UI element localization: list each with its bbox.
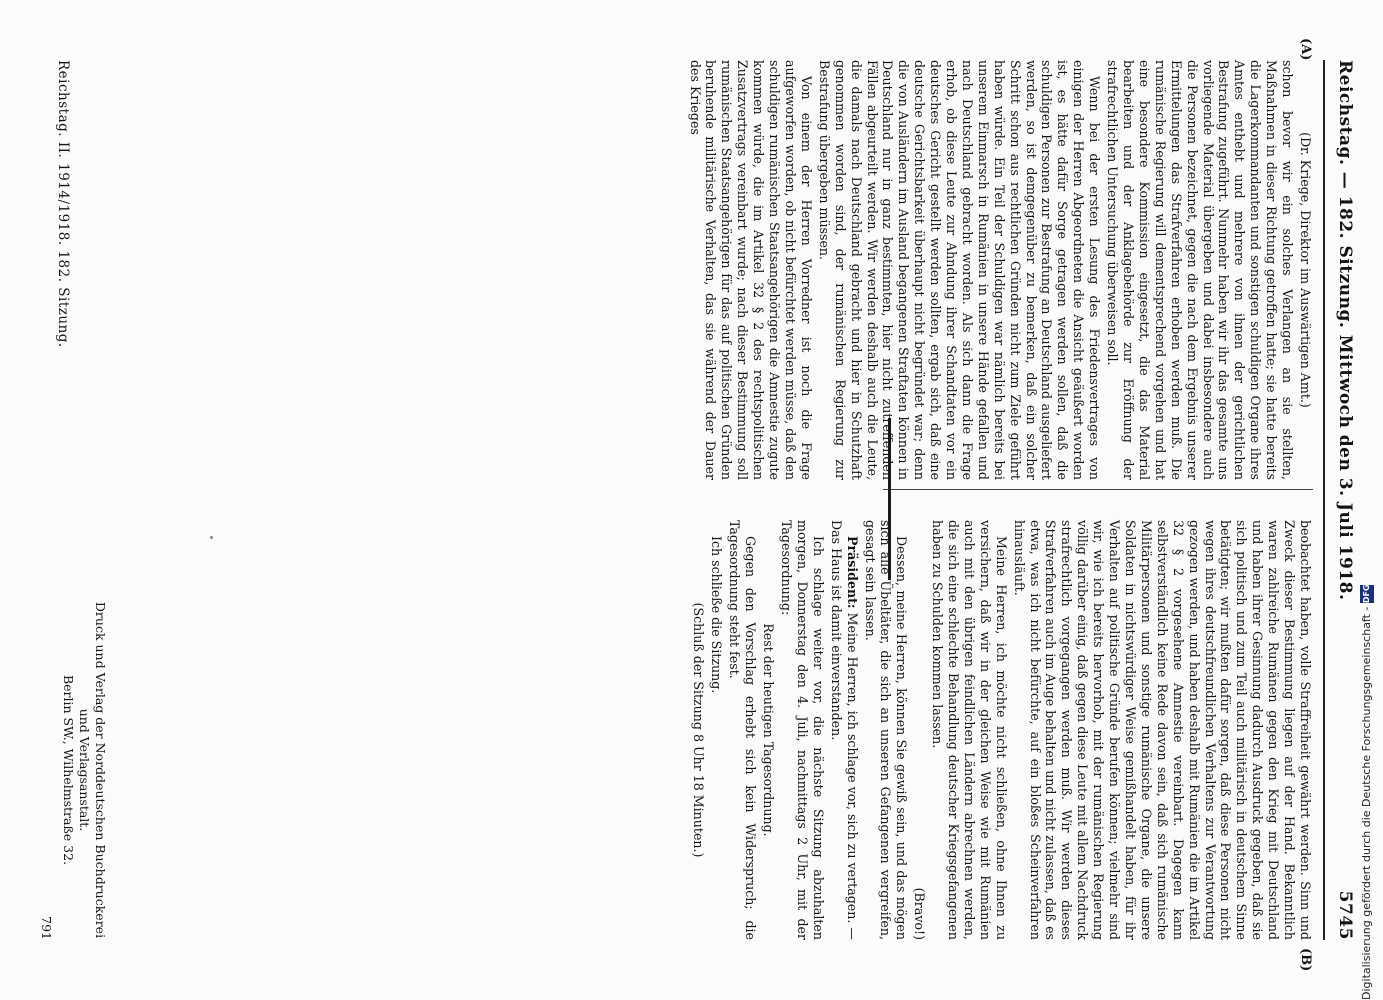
president-label: Präsident:: [844, 536, 860, 609]
margin-mark-a: (A): [1298, 38, 1313, 61]
printer-line-2: Berlin SW., Wilhelmstraße 32.: [61, 674, 76, 866]
column-divider: [883, 489, 1313, 490]
president-text: Meine Herren, ich schlage vor, sich zu vertagen. — Das Haus ist damit einverstanden.: [828, 520, 860, 940]
speech-continuation: Dessen, meine Herren, können Sie gewiß sein, und das mögen sich alle Übeltäter, die sich an unseren Gefangenen vergreifen, gesagt sein lassen.: [862, 520, 910, 940]
left-paragraph-3: Von einem der Herren Vorredner ist noch die Frage aufgeworfen worden, ob nicht befürchtet werden müsse, daß den schuldigen rumänischen Staatsangehörigen die Amnestie zugute kommen würde, die im Artikel 32 § 2 des rechtspolitischen Zusatzvertrags vereinbart wurde; nach dieser Bestimmung soll rumänischen Staatsangehörigen für das auf politischen Gründen beruhende militärische Verhalten, das sie während der Dauer des Krieges: [687, 60, 814, 480]
next-session-text: Ich schlage weiter vor, die nächste Sitzung abzuhalten morgen, Donnerstag den 4. Juli, nachmittags 2 Uhr, mit der Tagesordnung:: [779, 520, 826, 940]
left-column: [685, 60, 1313, 480]
dfg-logo-icon: DFG: [1360, 585, 1374, 603]
left-paragraph-1: schon bevor wir ein solches Verlangen an sie stellten, Maßnahmen in dieser Richtung getroffen hatte; sie hatte bereits die Lagerkommandanten und sonstigen schuldigen Organe ihres Amtes enthebt und mehrere von ihnen der gerichtlichen Bestrafung zugeführt. Nunmehr haben wir ihr das gesamte uns vorliegende Material übergeben und dabei insbesondere auch die Personen bezeichnet, gegen die nach dem Ergebnis unserer Ermittelungen das Strafverfahren erhoben werden muß. Die rumänische Regierung will dementsprechend vorgehen und hat eine besondere Kommission eingesetzt, die das Material bearbeiten und der Anklagebehörde zur Eröffnung der strafrechtlichen Untersuchung überweisen soll.: [1105, 60, 1296, 480]
right-paragraph-2: Meine Herren, ich möchte nicht schließen, ohne Ihnen zu versichern, daß wir in der gleichen Weise wie mit Rumänien auch mit den übrigen feindlichen Ländern abrechnen werden, die sich eine schlechte Behandlung deutscher Kriegsgefangenen haben zu Schulden kommen lassen.: [930, 520, 1009, 940]
section-end-bar: [888, 418, 891, 580]
right-column: [689, 520, 1313, 940]
speaker-line: (Dr. Kriege, Direktor im Auswärtigen Amt.): [1298, 132, 1313, 408]
applause-note: (Bravo!): [912, 887, 928, 940]
printer-imprint: [38, 600, 108, 940]
running-head: [1329, 60, 1355, 940]
scan-speck: [210, 536, 213, 539]
agenda-item: Rest der heutigen Tagesordnung.: [761, 623, 777, 837]
funding-sidebar: [1360, 0, 1380, 1000]
margin-mark-b: (B): [1298, 948, 1313, 972]
printer-line-1: Druck und Verlag der Norddeutschen Buchdruckerei und Verlagsanstalt.: [77, 601, 108, 939]
president-statement: [828, 520, 860, 940]
no-objection-text: Gegen den Vorschlag erhebt sich kein Widerspruch; die Tagesordnung steht fest.: [727, 520, 759, 940]
left-paragraph-2: Wenn bei der ersten Lesung des Friedensvertrages von einigen der Herren Abgeordneten die Ansicht geäußert worden ist, es hätte dafür Sorge getragen werden sollen, daß die schuldigen Personen zur Bestrafung an Deutschland ausgeliefert werden, so ist demgegenüber zu bemerken, daß ein solcher Schritt schon aus rechtlichen Gründen nicht zum Ziele geführt haben würde. Ein Teil der Schuldigen war nämlich bereits bei unserem Einmarsch in Rumänien in unsere Hände gefallen und nach Deutschland gebracht worden. Als sich dann die Frage erhob, ob diese Leute zur Ahndung ihrer Schandtaten vor ein deutsches Gericht gestellt werden sollten, ergab sich, daß eine deutsche Gerichtsbarkeit überhaupt nicht begründet war; denn die von Ausländern im Ausland begangenen Straftaten können in Deutschland nur in ganz bestimmten, hier nicht zutreffenden Fällen abgeurteilt werden. Wir werden deshalb auch die Leute, die damals nach Deutschland gebracht und hier in Schutzhaft genommen worden sind, der rumänischen Regierung zur Bestrafung übergeben müssen.: [816, 60, 1103, 480]
funding-note: Digitalisierung gefördert durch die Deutsche Forschungsgemeinschaft -: [1360, 606, 1373, 1000]
page-number: 5745: [1335, 890, 1355, 940]
sheet-number: 791: [39, 916, 54, 940]
page-title: Reichstag. — 182. Sitzung. Mittwoch den 3. Juli 1918.: [1335, 60, 1355, 601]
closing-text: Ich schließe die Sitzung.: [709, 536, 725, 694]
session-end-note: (Schluß der Sitzung 8 Uhr 18 Minuten.): [691, 602, 707, 858]
header-rule: [1323, 60, 1325, 940]
right-paragraph-1: beobachtet haben, volle Straffreiheit gewährt werden. Sinn und Zweck dieser Bestimmung liegen auf der Hand. Bekanntlich waren zahlreiche Rumänen gegen den Krieg mit Deutschland und haben ihrer Gesinnung dadurch Ausdruck gegeben, daß sie sich politisch und zum Teil auch militärisch in deutschem Sinne betätigten; wir mußten dafür sorgen, daß diese Personen nicht wegen ihres deutschfreundlichen Verhaltens zur Verantwortung gezogen werden, und haben deshalb mit Rumänien die im Artikel 32 § 2 vorgesehene Amnestie vereinbart. Dagegen kann selbstverständlich keine Rede davon sein, daß sich rumänische Militärpersonen und sonstige rumänische Organe, die unsere Soldaten in nichtswürdiger Weise gemißhandelt haben, für ihr Verhalten auf politische Gründe berufen können; vielmehr sind wir, wie ich bereits hervorhob, mit der rumänischen Regierung völlig darüber einig, daß gegen diese Leute mit allem Nachdruck strafrechtlich vorgegangen werden muß. Wir werden dieses Strafverfahren auch im Auge behalten und nicht zulassen, daß es etwa, was ich nicht befürchte, auf ein bloßes Scheinverfahren hinausläuft.: [1011, 520, 1313, 940]
footer-session-info: Reichstag. II. 1914/1918. 182. Sitzung.: [55, 60, 71, 348]
